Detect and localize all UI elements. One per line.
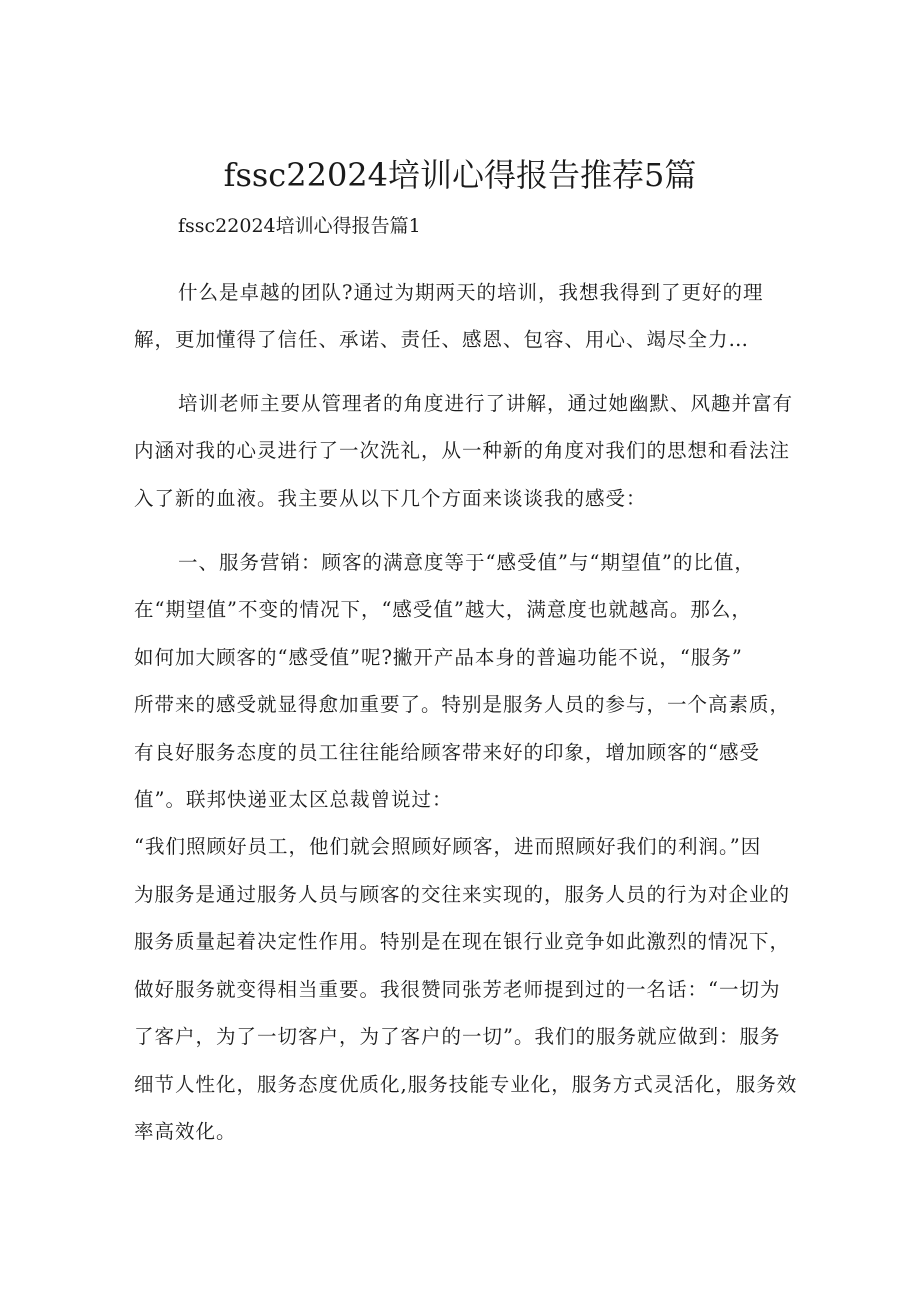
paragraph-line: 有良好服务态度的员工往往能给顾客带来好的印象，增加顾客的“感受 (134, 741, 760, 764)
paragraph-line: 服务质量起着决定性作用。特别是在现在银行业竞争如此激烈的情况下， (134, 930, 791, 953)
paragraph-line: 在“期望值”不变的情况下，“感受值”越大，满意度也就越高。那么， (134, 598, 752, 621)
paragraph-line: 培训老师主要从管理者的角度进行了讲解，通过她幽默、风趣并富有 (178, 392, 794, 415)
paragraph-line: 内涵对我的心灵进行了一次洗礼，从一种新的角度对我们的思想和看法注 (134, 439, 791, 462)
paragraph-line: 如何加大顾客的“感受值”呢?撇开产品本身的普遍功能不说，“服务” (134, 646, 743, 669)
paragraph-line: 所带来的感受就显得愈加重要了。特别是服务人员的参与，一个高素质， (134, 693, 791, 716)
paragraph-line: 为服务是通过服务人员与顾客的交往来实现的，服务人员的行为对企业的 (134, 883, 791, 906)
paragraph-line: 什么是卓越的团队?通过为期两天的培训，我想我得到了更好的理 (178, 281, 764, 304)
paragraph-line: 入了新的血液。我主要从以下几个方面来谈谈我的感受： (134, 487, 647, 510)
document-title: fssc22024培训心得报告推荐5篇 (223, 156, 697, 194)
paragraph-line: 一、服务营销：顾客的满意度等于“感受值”与“期望值”的比值， (178, 551, 755, 574)
section-heading: fssc22024培训心得报告篇1 (178, 215, 421, 237)
paragraph-line: “我们照顾好员工，他们就会照顾好顾客，进而照顾好我们的利润。”因 (134, 835, 762, 858)
paragraph-line: 做好服务就变得相当重要。我很赞同张芳老师提到过的一名话：“一切为 (134, 978, 781, 1001)
paragraph-line: 了客户，为了一切客户，为了客户的一切”。我们的服务就应做到：服务 (134, 1025, 781, 1048)
paragraph-line: 细节人性化，服务态度优质化,服务技能专业化，服务方式灵活化，服务效 (134, 1073, 798, 1096)
paragraph-line: 值”。联邦快递亚太区总裁曾说过： (134, 788, 453, 811)
paragraph-line: 率高效化。 (134, 1120, 237, 1143)
paragraph-line: 解，更加懂得了信任、承诺、责任、感恩、包容、用心、竭尽全力… (134, 328, 750, 351)
